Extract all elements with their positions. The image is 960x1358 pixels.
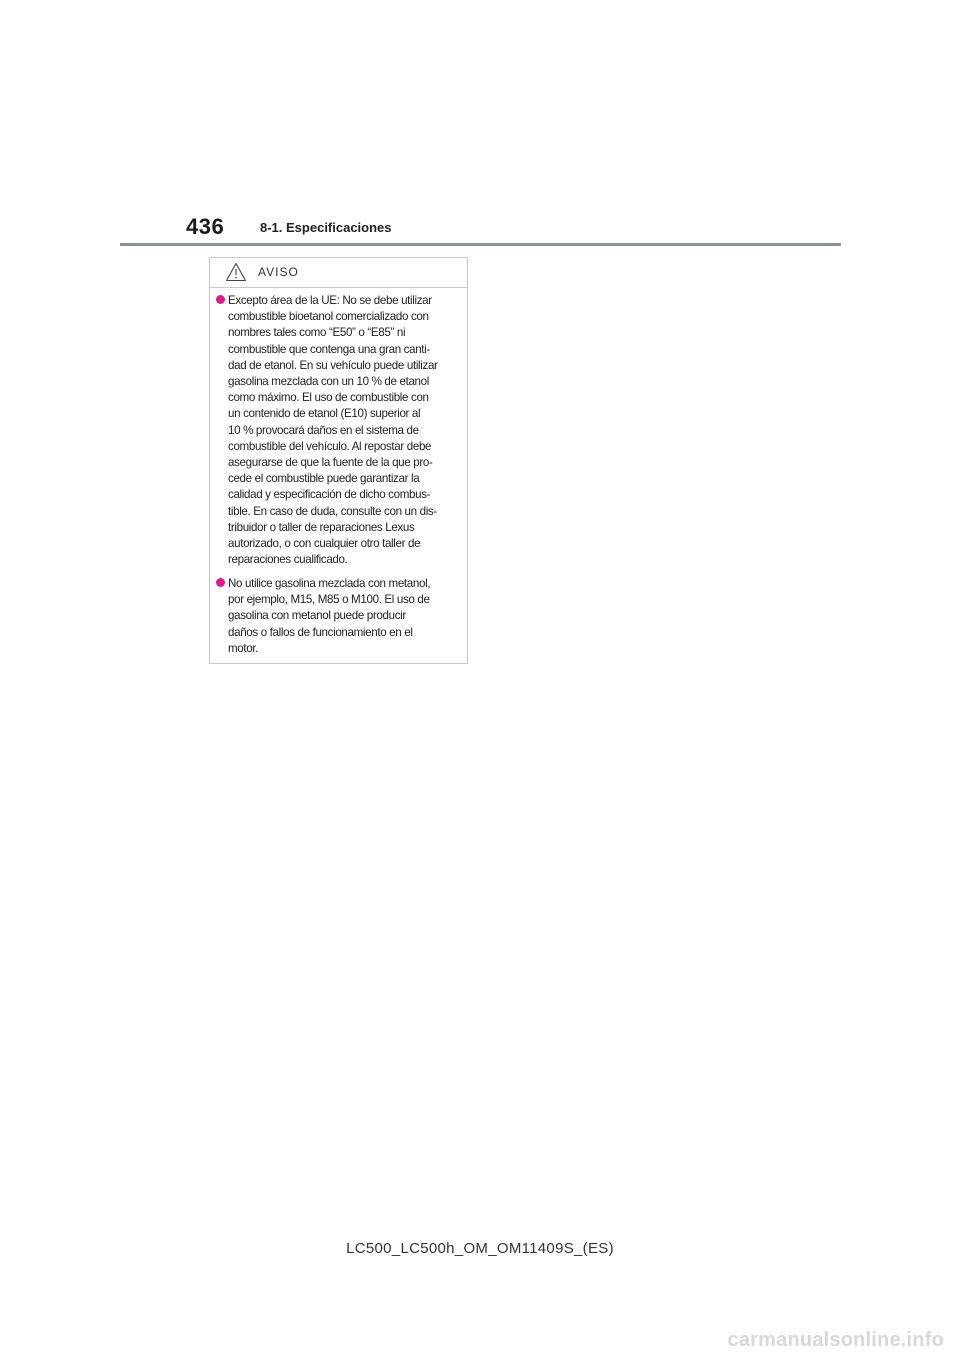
notice-item <box>210 576 467 660</box>
notice-item <box>210 293 467 573</box>
bullet-icon <box>216 295 225 304</box>
notice-item-text: No utilice gasolina mezclada con metanol, por ejemplo, M15, M85 o M100. El uso de gasolina con metanol puede producir daños o fallos de funcionamiento en el motor. <box>228 577 431 655</box>
notice-title: AVISO <box>258 265 299 279</box>
document-code: LC500_LC500h_OM_OM11409S_(ES) <box>346 1240 614 1257</box>
notice-header <box>210 258 467 288</box>
bullet-icon <box>216 578 225 587</box>
page-number: 436 <box>186 214 225 239</box>
notice-item-text: Excepto área de la UE: No se debe utilizar combustible bioetanol comercializado con nombres tales como “E50” o “E85” ni combustible que contenga una gran canti- dad de etanol. En su vehículo puede utilizar gasolina mezclada con un 10 % de etanol como máximo. El uso de combustible con un contenido de etanol (E10) superior al 10 % provocará daños en el sistema de combustible del vehículo. Al repostar debe asegurarse de que la fuente de la que pro- cede el combustible puede garantizar la calidad y especificación de dicho combus- tible. En caso de duda, consulte con un dis- tribuidor o taller de reparaciones Lexus autorizado, o con cualquier otro taller de reparaciones cualificado. <box>228 294 438 567</box>
section-title: 8-1. Especificaciones <box>260 220 392 235</box>
warning-triangle-icon <box>225 262 247 282</box>
warning-notice-box <box>209 257 468 664</box>
watermark-logo: carmanualsonline.info <box>727 1329 944 1351</box>
header-divider <box>120 243 841 246</box>
